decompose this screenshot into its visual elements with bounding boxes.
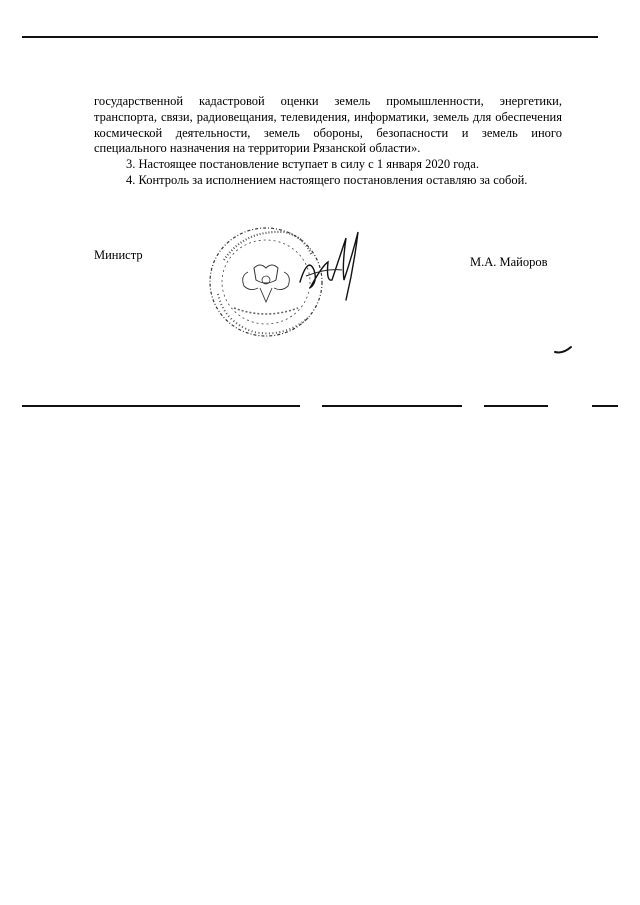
handwritten-signature <box>296 226 366 304</box>
bottom-scan-line <box>322 405 462 407</box>
paragraph-4: 4. Контроль за исполнением настоящего постановления оставляю за собой. <box>126 172 528 187</box>
paragraph-continuation: государственной кадастровой оценки земель промышленности, энергетики, транспорта, связи, радиовещания, телевидения, информатики, земель для обеспечения космической деятельности, земель обороны, безопасности и земель иного специального назначения на территории Рязанской области». <box>94 94 562 156</box>
signatory-title: Министр <box>94 248 143 262</box>
bottom-scan-line <box>592 405 618 407</box>
top-scan-line <box>22 36 598 38</box>
paragraph-3: 3. Настоящее постановление вступает в силу с 1 января 2020 года. <box>126 157 479 172</box>
document-body <box>94 94 562 189</box>
bottom-scan-line <box>22 405 300 407</box>
margin-pen-mark <box>553 344 573 356</box>
signatory-name: М.А. Майоров <box>470 255 548 269</box>
bottom-scan-line <box>484 405 548 407</box>
